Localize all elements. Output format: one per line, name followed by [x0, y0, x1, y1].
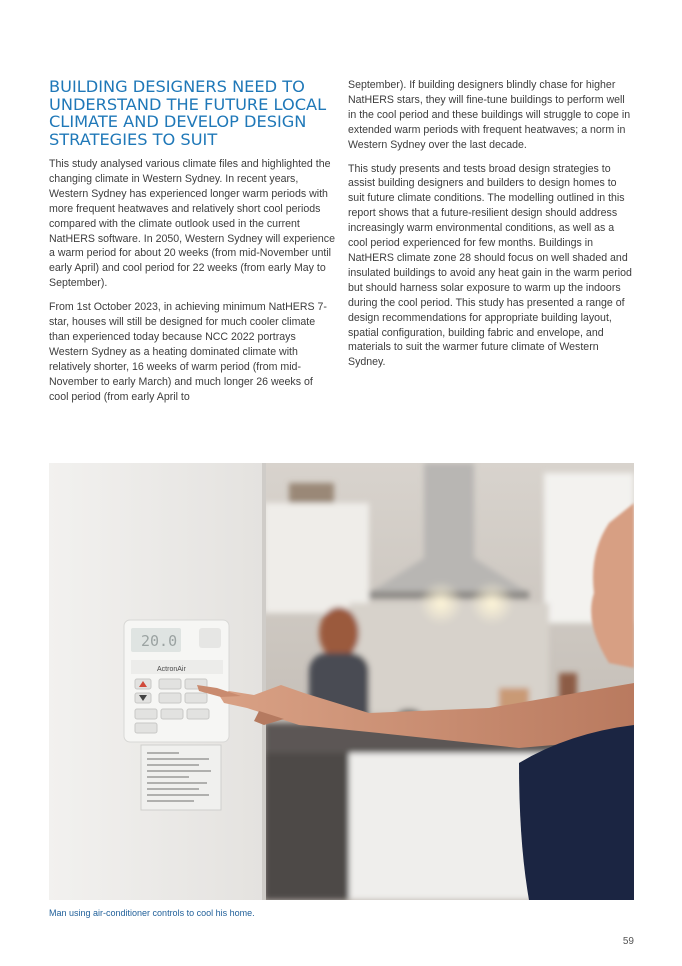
left-column	[49, 78, 335, 414]
paragraph-4: This study presents and tests broad design strategies to assist building designers and builders to design homes to suit future climate conditions. The modelling outlined in this report shows that a future-resilient design should address increasingly warm environmental conditions, as well as a cool period experienced for few months. Buildings in NatHERS climate zone 28 should focus on well shaded and insulated buildings to avoid any heat gain in the warm period but should harness solar exposure to warm up the indoors during the cool period. This study has presented a range of design recommendations for appropriate building layout, spatial configuration, building fabric and envelope, and materials to suit the warmer future climate of Western Sydney.	[348, 162, 632, 369]
controller-brand: ActronAir	[157, 666, 186, 673]
paragraph-3: September). If building designers blindly chase for higher NatHERS stars, they will fine-tune buildings to perform well in the cool period and these buildings will struggle to cope in extended warm periods with frequent heatwaves; a norm in Western Sydney over the last decade.	[348, 79, 631, 151]
right-column	[348, 78, 634, 379]
paragraph-2: From 1st October 2023, in achieving minimum NatHERS 7-star, houses will still be designed for much cooler climate than experienced today because NCC 2022 portrays Western Sydney as a heating dominated climate with relatively shorter, 16 weeks of warm period (from mid-November to early March) and much longer 26 weeks of cool period (from early April to	[49, 301, 327, 403]
section-heading: BUILDING DESIGNERS NEED TO UNDERSTAND THE FUTURE LOCAL CLIMATE AND DEVELOP DESIGN STRATEGIES TO SUIT	[49, 77, 327, 149]
instruction-card	[141, 745, 221, 810]
photo-illustration	[49, 463, 634, 900]
controller-display: 20.0	[141, 632, 178, 650]
page-number: 59	[622, 936, 634, 947]
photo-caption: Man using air-conditioner controls to cool his home.	[49, 908, 255, 918]
thermostat-controller	[124, 620, 229, 742]
kitchen-thermostat-photo	[49, 463, 634, 900]
paragraph-1: This study analysed various climate files and highlighted the changing climate in Western Sydney. In recent years, Western Sydney has experienced longer warm periods with more frequent heatwaves and relatively short cool periods compared with the climate outlook used in the current NatHERS software. In 2050, Western Sydney will experience a warm period for about 20 weeks (from mid-November until early April) and cool period for 22 weeks (from early May to September).	[49, 158, 335, 290]
